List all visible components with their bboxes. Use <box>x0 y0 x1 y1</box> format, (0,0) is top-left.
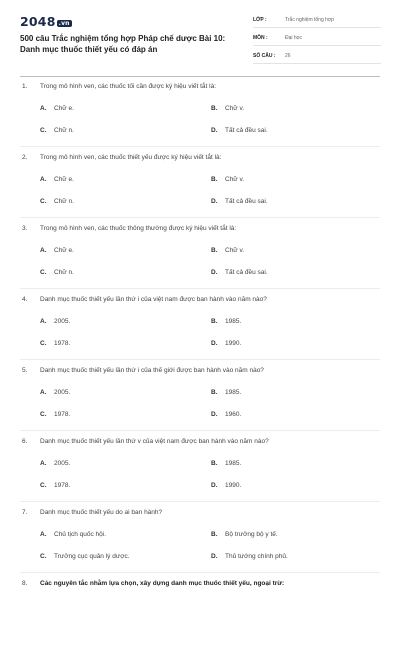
meta-label: MÔN : <box>253 34 268 41</box>
question-number: 1. <box>22 83 28 90</box>
question-number: 3. <box>22 225 28 232</box>
question-number: 7. <box>22 509 28 516</box>
question-text: Danh mục thuốc thiết yếu lần thứ i của thế giới được ban hành vào năm nào? <box>40 367 264 374</box>
question-text: Danh mục thuốc thiết yếu lần thứ v của việt nam được ban hành vào năm nào? <box>40 438 269 445</box>
question-list <box>0 80 400 648</box>
question-divider <box>20 430 380 431</box>
meta-value: Đại học <box>285 34 302 41</box>
option-a[interactable]: A. Chữ e. <box>40 247 74 254</box>
question-divider <box>20 359 380 360</box>
question <box>0 506 400 577</box>
option-d[interactable]: D. 1990. <box>211 482 242 489</box>
question-divider <box>20 288 380 289</box>
question-number: 8. <box>22 580 28 587</box>
meta-row-subject <box>253 30 381 46</box>
option-c[interactable]: C. 1978. <box>40 411 71 418</box>
meta-value: 26 <box>285 52 291 59</box>
option-a[interactable]: A. Chữ e. <box>40 176 74 183</box>
question-divider <box>20 217 380 218</box>
option-b[interactable]: B. Chữ v. <box>211 176 245 183</box>
option-b[interactable]: B. 1985. <box>211 318 242 325</box>
question <box>0 435 400 506</box>
question-divider <box>20 146 380 147</box>
question <box>0 364 400 435</box>
option-d[interactable]: D. 1990. <box>211 340 242 347</box>
meta-row-class <box>253 12 381 28</box>
question-number: 6. <box>22 438 28 445</box>
option-d[interactable]: D. Thủ tướng chính phủ. <box>211 553 288 560</box>
meta-label: LỚP : <box>253 16 267 23</box>
site-logo[interactable]: 2048 .vn <box>20 14 70 29</box>
option-c[interactable]: C. 1978. <box>40 482 71 489</box>
question-text: Trong mô hình ven, các thuốc thiết yếu được ký hiệu viết tắt là: <box>40 154 222 161</box>
document-title-line-1: 500 câu Trắc nghiệm tổng hợp Pháp chế dược Bài 10: <box>20 34 226 43</box>
option-c[interactable]: C. Chữ n. <box>40 269 74 276</box>
option-c[interactable]: C. Chữ n. <box>40 127 74 134</box>
meta-value: Trắc nghiệm tổng hợp <box>285 16 334 23</box>
option-a[interactable]: A. 2005. <box>40 318 71 325</box>
question-number: 4. <box>22 296 28 303</box>
question <box>0 80 400 151</box>
option-a[interactable]: A. 2005. <box>40 460 71 467</box>
option-b[interactable]: B. Chữ v. <box>211 247 245 254</box>
option-a[interactable]: A. Chủ tịch quốc hội. <box>40 531 107 538</box>
question-text: Danh mục thuốc thiết yếu lần thứ i của việt nam được ban hành vào năm nào? <box>40 296 267 303</box>
question-text: Trong mô hình ven, các thuốc tối cần được ký hiệu viết tắt là: <box>40 83 217 90</box>
option-d[interactable]: D. Tất cả đều sai. <box>211 269 268 276</box>
option-d[interactable]: D. Tất cả đều sai. <box>211 198 268 205</box>
option-d[interactable]: D. Tất cả đều sai. <box>211 127 268 134</box>
option-b[interactable]: B. Bộ trưởng bộ y tế. <box>211 531 278 538</box>
question <box>0 151 400 222</box>
question-text: Các nguyên tắc nhằm lựa chọn, xây dựng danh mục thuốc thiết yếu, ngoại trừ: <box>40 580 285 587</box>
option-b[interactable]: B. Chữ v. <box>211 105 245 112</box>
question-divider <box>20 501 380 502</box>
document-title <box>20 33 240 55</box>
question-text: Trong mô hình ven, các thuốc thông thường được ký hiệu viết tắt là: <box>40 225 237 232</box>
document-title-line-2: Danh mục thuốc thiết yếu có đáp án <box>20 45 158 54</box>
page-header <box>0 0 400 78</box>
option-b[interactable]: B. 1985. <box>211 389 242 396</box>
option-a[interactable]: A. Chữ e. <box>40 105 74 112</box>
question <box>0 577 400 648</box>
question <box>0 293 400 364</box>
question-number: 2. <box>22 154 28 161</box>
meta-row-count <box>253 48 381 64</box>
option-b[interactable]: B. 1985. <box>211 460 242 467</box>
option-d[interactable]: D. 1960. <box>211 411 242 418</box>
header-divider <box>20 76 380 77</box>
question-text: Danh mục thuốc thiết yếu do ai ban hành? <box>40 509 163 516</box>
option-c[interactable]: C. Chữ n. <box>40 198 74 205</box>
meta-label: SỐ CÂU : <box>253 52 276 59</box>
document-meta <box>253 12 381 66</box>
question <box>0 222 400 293</box>
question-number: 5. <box>22 367 28 374</box>
question-divider <box>20 572 380 573</box>
option-c[interactable]: C. Trưởng cục quản lý dược. <box>40 553 130 560</box>
option-c[interactable]: C. 1978. <box>40 340 71 347</box>
option-a[interactable]: A. 2005. <box>40 389 71 396</box>
